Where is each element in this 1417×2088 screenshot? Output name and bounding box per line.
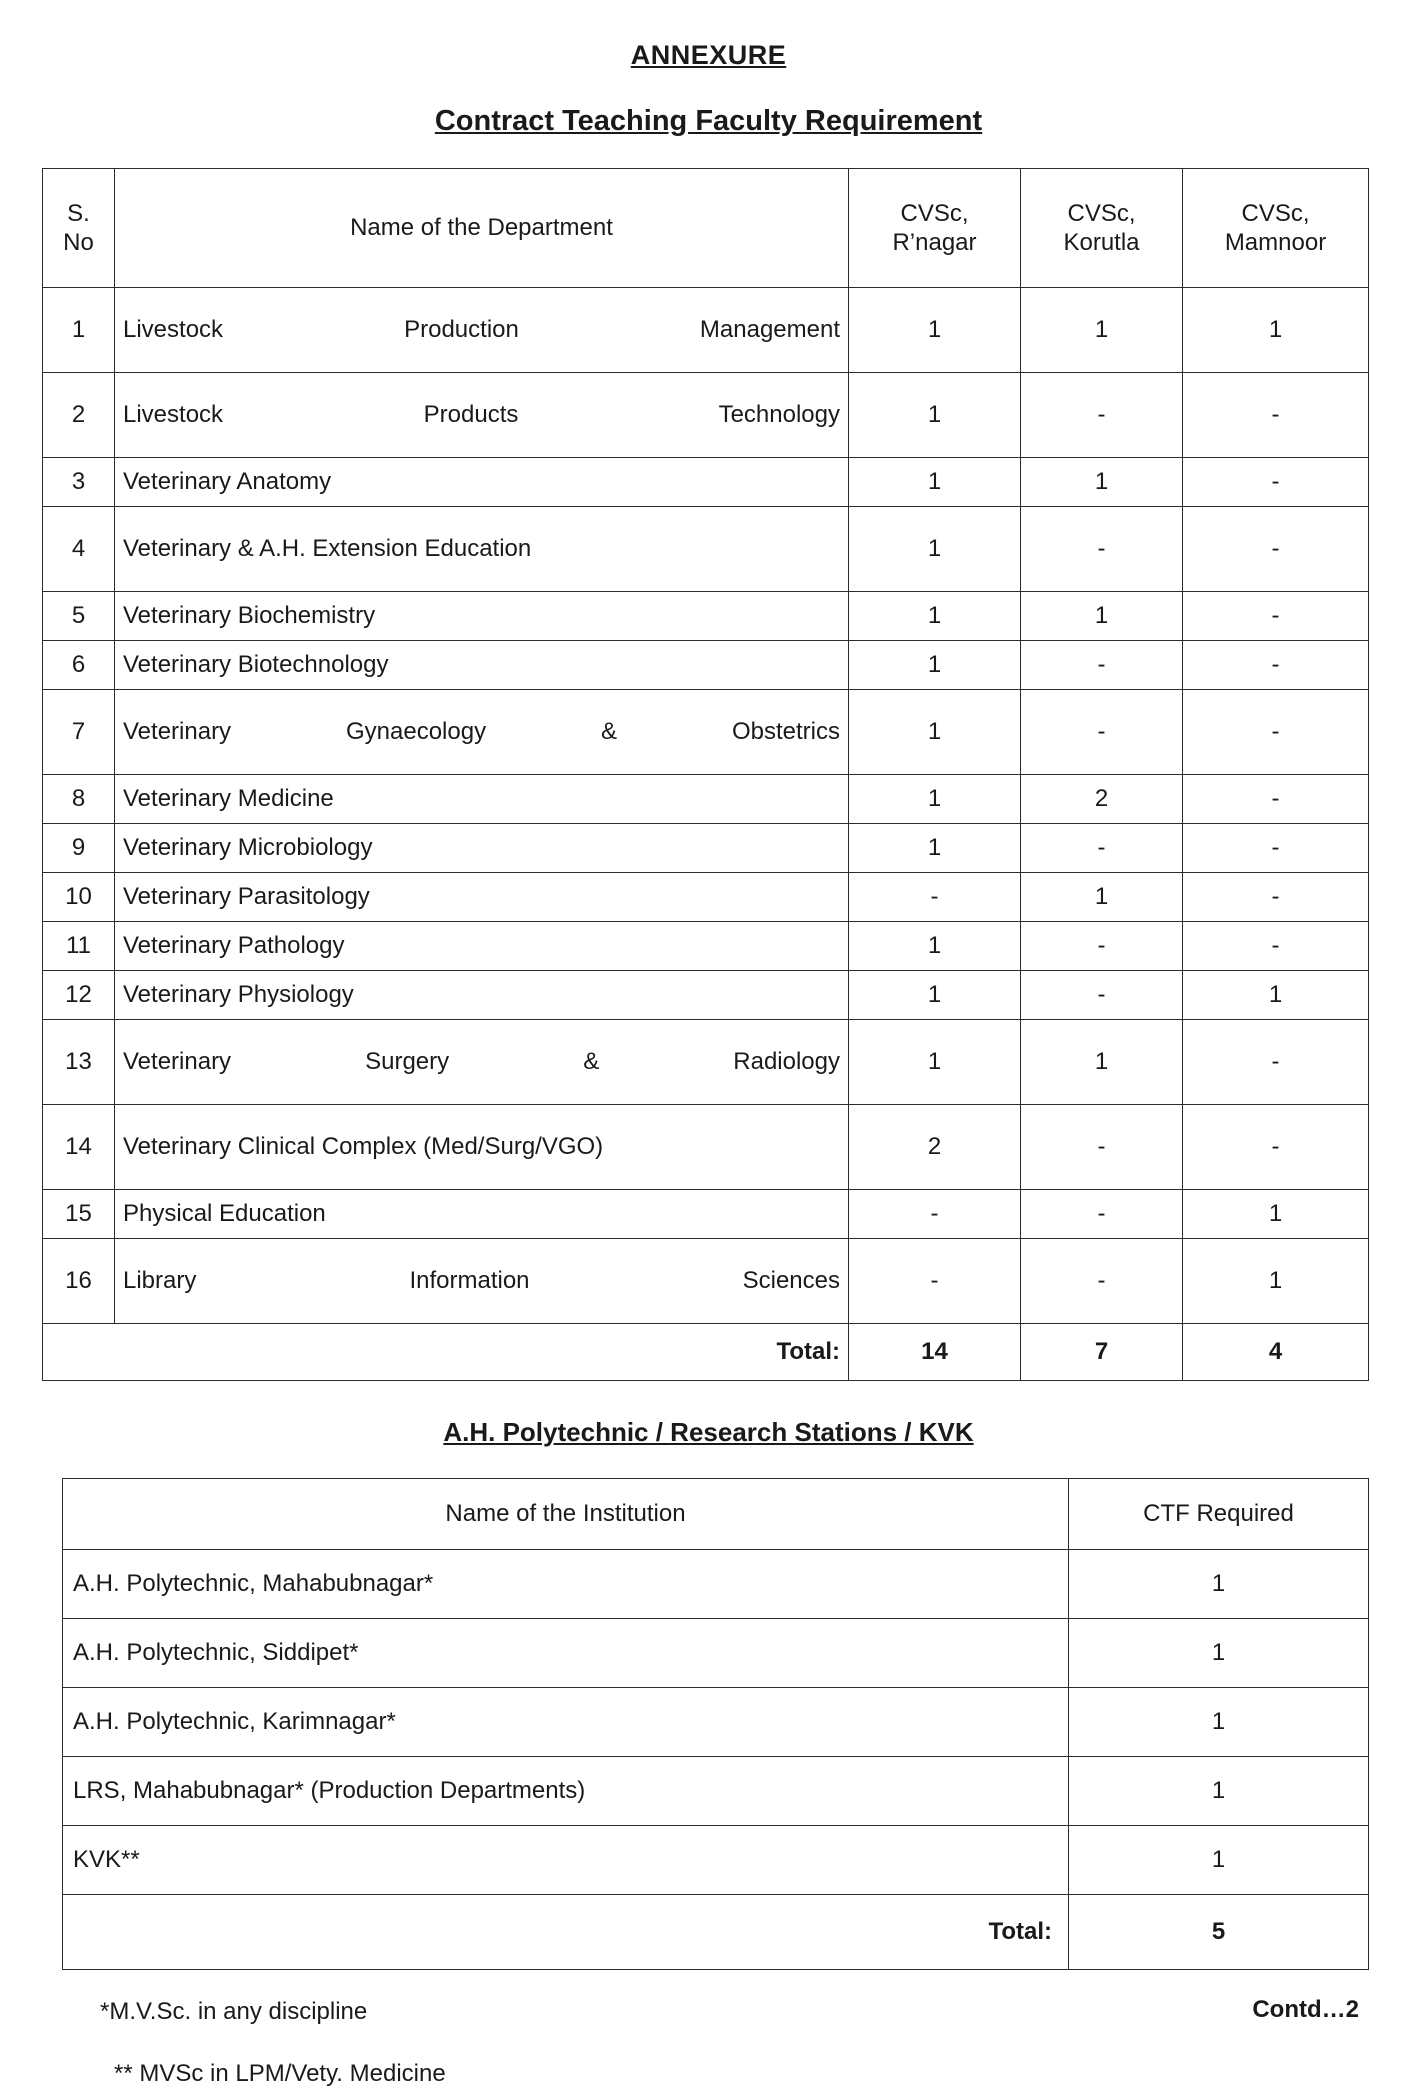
table-row — [43, 690, 1369, 775]
cell-korutla: - — [1021, 641, 1183, 690]
table-row — [43, 1020, 1369, 1105]
sno-header-line2: No — [63, 229, 94, 256]
cell-korutla: - — [1021, 971, 1183, 1020]
column-header-cvsc-rnagar — [849, 169, 1021, 288]
table-row — [43, 775, 1369, 824]
cell-rnagar: 1 — [849, 641, 1021, 690]
cell-rnagar: 1 — [849, 507, 1021, 592]
cell-department: Veterinary Microbiology — [115, 824, 849, 873]
table-total-row — [43, 1324, 1369, 1381]
section2-title: A.H. Polytechnic / Research Stations / KVK — [443, 1417, 974, 1447]
table-row — [43, 641, 1369, 690]
footnotes — [100, 1998, 1417, 2088]
cell-korutla: 1 — [1021, 1020, 1183, 1105]
cell-department: Veterinary & A.H. Extension Education — [115, 507, 849, 592]
sno-header-line1: S. — [67, 199, 90, 227]
cell-korutla: - — [1021, 690, 1183, 775]
column-header-cvsc-korutla — [1021, 169, 1183, 288]
cell-department: Veterinary Parasitology — [115, 873, 849, 922]
cell-mamnoor: - — [1183, 373, 1369, 458]
cell-institution: A.H. Polytechnic, Karimnagar* — [63, 1688, 1069, 1757]
cell-rnagar: - — [849, 873, 1021, 922]
cell-korutla: 1 — [1021, 873, 1183, 922]
cell-mamnoor: 1 — [1183, 288, 1369, 373]
cell-mamnoor: - — [1183, 1105, 1369, 1190]
cell-department: Library Information Sciences — [115, 1239, 849, 1324]
cell-rnagar: 2 — [849, 1105, 1021, 1190]
cell-sno: 5 — [43, 592, 115, 641]
cell-rnagar: 1 — [849, 288, 1021, 373]
total-ctf: 5 — [1069, 1895, 1369, 1970]
cell-sno: 3 — [43, 458, 115, 507]
rnagar-header-line2: R’nagar — [892, 229, 977, 256]
cell-korutla: 2 — [1021, 775, 1183, 824]
cell-ctf: 1 — [1069, 1826, 1369, 1895]
cell-korutla: - — [1021, 824, 1183, 873]
cell-mamnoor: - — [1183, 775, 1369, 824]
cell-department: Veterinary Biotechnology — [115, 641, 849, 690]
cell-rnagar: 1 — [849, 1020, 1021, 1105]
korutla-header-line2: Korutla — [1063, 229, 1140, 256]
cell-rnagar: 1 — [849, 775, 1021, 824]
cell-mamnoor: 1 — [1183, 1239, 1369, 1324]
cell-institution: LRS, Mahabubnagar* (Production Departments) — [63, 1757, 1069, 1826]
cell-sno: 14 — [43, 1105, 115, 1190]
table-row — [43, 922, 1369, 971]
total-rnagar: 14 — [849, 1324, 1021, 1381]
table-row — [43, 507, 1369, 592]
cell-mamnoor: - — [1183, 592, 1369, 641]
cell-department: Veterinary Anatomy — [115, 458, 849, 507]
continuation-marker: Contd…2 — [1252, 1996, 1359, 2023]
column-header-cvsc-mamnoor — [1183, 169, 1369, 288]
total-mamnoor: 4 — [1183, 1324, 1369, 1381]
cell-sno: 8 — [43, 775, 115, 824]
table-row — [63, 1757, 1369, 1826]
faculty-requirement-table — [42, 168, 1369, 1381]
cell-mamnoor: - — [1183, 690, 1369, 775]
cell-department: Physical Education — [115, 1190, 849, 1239]
table-row — [43, 592, 1369, 641]
cell-department: Veterinary Surgery & Radiology — [115, 1020, 849, 1105]
table-row — [43, 458, 1369, 507]
cell-sno: 7 — [43, 690, 115, 775]
document-page — [0, 40, 1417, 2087]
column-header-department: Name of the Department — [115, 169, 849, 288]
column-header-sno — [43, 169, 115, 288]
cell-mamnoor: - — [1183, 507, 1369, 592]
cell-department: Livestock Products Technology — [115, 373, 849, 458]
cell-department: Veterinary Gynaecology & Obstetrics — [115, 690, 849, 775]
cell-korutla: - — [1021, 507, 1183, 592]
cell-mamnoor: 1 — [1183, 971, 1369, 1020]
cell-korutla: 1 — [1021, 592, 1183, 641]
table-row — [43, 971, 1369, 1020]
cell-department: Veterinary Pathology — [115, 922, 849, 971]
cell-korutla: - — [1021, 373, 1183, 458]
cell-korutla: 1 — [1021, 288, 1183, 373]
rnagar-header-line1: CVSc, — [900, 199, 969, 227]
cell-sno: 13 — [43, 1020, 115, 1105]
footnote-single-asterisk: *M.V.Sc. in any discipline — [100, 1998, 368, 2025]
cell-rnagar: 1 — [849, 592, 1021, 641]
korutla-header-line1: CVSc, — [1067, 199, 1136, 227]
cell-ctf: 1 — [1069, 1688, 1369, 1757]
institution-table-header — [63, 1479, 1369, 1550]
cell-department: Veterinary Biochemistry — [115, 592, 849, 641]
table-row — [43, 288, 1369, 373]
cell-ctf: 1 — [1069, 1619, 1369, 1688]
table-header — [43, 169, 1369, 288]
table-row — [63, 1550, 1369, 1619]
institution-table-body — [63, 1550, 1369, 1970]
table-row — [63, 1688, 1369, 1757]
cell-department: Livestock Production Management — [115, 288, 849, 373]
footnote-double-asterisk: ** MVSc in LPM/Vety. Medicine — [114, 2060, 446, 2087]
cell-department: Veterinary Clinical Complex (Med/Surg/VGO) — [115, 1105, 849, 1190]
cell-rnagar: 1 — [849, 690, 1021, 775]
table-row — [63, 1619, 1369, 1688]
cell-sno: 4 — [43, 507, 115, 592]
table-row — [43, 1105, 1369, 1190]
table-row — [43, 873, 1369, 922]
table-row — [43, 373, 1369, 458]
cell-korutla: - — [1021, 1190, 1183, 1239]
table-row — [43, 1239, 1369, 1324]
cell-mamnoor: - — [1183, 922, 1369, 971]
mamnoor-header-line1: CVSc, — [1241, 199, 1310, 227]
table-body — [43, 288, 1369, 1381]
cell-mamnoor: - — [1183, 873, 1369, 922]
cell-sno: 9 — [43, 824, 115, 873]
cell-rnagar: - — [849, 1190, 1021, 1239]
cell-department: Veterinary Physiology — [115, 971, 849, 1020]
cell-department: Veterinary Medicine — [115, 775, 849, 824]
cell-sno: 16 — [43, 1239, 115, 1324]
cell-mamnoor: - — [1183, 1020, 1369, 1105]
cell-sno: 1 — [43, 288, 115, 373]
cell-ctf: 1 — [1069, 1550, 1369, 1619]
cell-rnagar: 1 — [849, 458, 1021, 507]
table-row — [43, 1190, 1369, 1239]
cell-korutla: 1 — [1021, 458, 1183, 507]
cell-institution: A.H. Polytechnic, Siddipet* — [63, 1619, 1069, 1688]
table-row — [43, 824, 1369, 873]
column-header-ctf: CTF Required — [1069, 1479, 1369, 1550]
cell-sno: 12 — [43, 971, 115, 1020]
cell-mamnoor: - — [1183, 824, 1369, 873]
cell-rnagar: - — [849, 1239, 1021, 1324]
cell-institution: A.H. Polytechnic, Mahabubnagar* — [63, 1550, 1069, 1619]
cell-sno: 15 — [43, 1190, 115, 1239]
cell-sno: 10 — [43, 873, 115, 922]
total-label: Total: — [63, 1895, 1069, 1970]
cell-korutla: - — [1021, 1105, 1183, 1190]
institution-table — [62, 1478, 1369, 1970]
cell-mamnoor: - — [1183, 641, 1369, 690]
column-header-institution: Name of the Institution — [63, 1479, 1069, 1550]
cell-rnagar: 1 — [849, 922, 1021, 971]
cell-sno: 6 — [43, 641, 115, 690]
mamnoor-header-line2: Mamnoor — [1224, 229, 1327, 256]
cell-rnagar: 1 — [849, 824, 1021, 873]
institution-total-row — [63, 1895, 1369, 1970]
cell-sno: 11 — [43, 922, 115, 971]
annexure-title: ANNEXURE — [630, 40, 787, 70]
cell-mamnoor: - — [1183, 458, 1369, 507]
cell-korutla: - — [1021, 922, 1183, 971]
table-row — [63, 1826, 1369, 1895]
total-korutla: 7 — [1021, 1324, 1183, 1381]
institution-header-row — [63, 1479, 1369, 1550]
cell-rnagar: 1 — [849, 373, 1021, 458]
institution-table-wrapper — [62, 1478, 1369, 1970]
cell-mamnoor: 1 — [1183, 1190, 1369, 1239]
total-label: Total: — [43, 1324, 849, 1381]
section1-title: Contract Teaching Faculty Requirement — [434, 105, 983, 137]
cell-korutla: - — [1021, 1239, 1183, 1324]
faculty-requirement-table-wrapper — [42, 168, 1369, 1381]
cell-sno: 2 — [43, 373, 115, 458]
cell-institution: KVK** — [63, 1826, 1069, 1895]
cell-rnagar: 1 — [849, 971, 1021, 1020]
table-header-row — [43, 169, 1369, 288]
cell-ctf: 1 — [1069, 1757, 1369, 1826]
